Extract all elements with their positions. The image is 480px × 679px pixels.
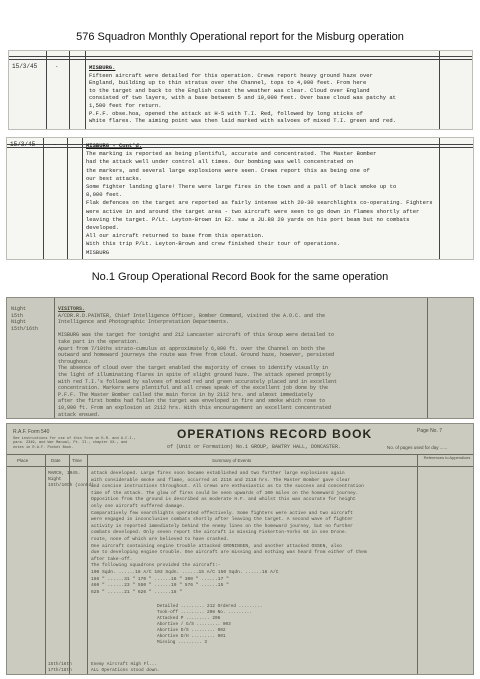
- report-line: to the target and back to the English coast the weather was clear. Cloud over England: [89, 86, 370, 94]
- record-book-title: OPERATIONS RECORD BOOK: [177, 427, 373, 441]
- table-header-bottom-rule: [7, 466, 474, 467]
- instruction-line: notes in R.A.F. Pocket Book.: [13, 445, 74, 450]
- time-column-rule: [69, 51, 70, 130]
- report-line: were active in and around the target area - two aircraft were seen to go down in flames shortly after: [86, 207, 420, 215]
- column-header-date: Date: [51, 458, 61, 463]
- record-line: Apart from 7/10ths strato-cumulus at approximately 6,000 ft. over the Channel on both the: [58, 345, 326, 352]
- squadron-report-page-2: [6, 137, 474, 260]
- column-header-place: Place: [17, 458, 29, 463]
- summary-line: 100 Sqdn. ......16 A/C 103 Sqdn. ......15 A/C 150 Sqdn. ......16 A/C: [91, 570, 279, 575]
- summary-line: The following squadrons provided the aircraft:-: [91, 563, 221, 569]
- summary-line: combats developed. Only seven report the aircraft is missing Fiskerton-Yorks 64 in one Drone.: [91, 530, 348, 536]
- summary-row: Abortive D/S ......... 002: [157, 628, 226, 633]
- report-line: England, building up to thin stratus over the Channel, tops to 4,000 feet. From here: [89, 79, 367, 87]
- summary-row: Abortive / G/S ......... 003: [157, 622, 231, 627]
- record-line: throughout.: [58, 358, 92, 365]
- reference-column-rule: [427, 298, 428, 419]
- date-entry: 17th/18th: [48, 667, 72, 673]
- entry-line: Enemy Aircraft High Fl...: [91, 662, 157, 667]
- page-number: Page No. 7: [417, 428, 443, 434]
- column-header-time: Time: [72, 458, 82, 463]
- report-line: 8,000 feet.: [86, 191, 123, 199]
- caption-middle: No.1 Group Operational Record Book for the same operation: [91, 271, 389, 283]
- date-entry: Night: [11, 319, 27, 325]
- summary-line: due to developing engine trouble. One aircraft are missing and nothing was heard from either of them: [91, 550, 367, 556]
- summary-line: Comparatively few searchlights operated effectively. Some fighters were active and two aircraft: [91, 510, 353, 516]
- header-rule: [7, 144, 474, 145]
- summary-line: Opposition from the ground is described as moderate H.F. and whilst this was accurate for height: [91, 497, 356, 503]
- summary-line: time of the attack. The glow of fires could be seen upwards of 100 miles on the homeward journey.: [91, 490, 359, 496]
- record-line: the light of illuminating flares in spite of slight ground haze. The attack opened promptly: [58, 372, 332, 378]
- summary-line: activity is reported immediately behind the enemy lines on the homeward journey, but no further: [91, 523, 353, 529]
- report-date: 15/3/45: [10, 141, 36, 148]
- summary-line: only one aircraft suffered damage.: [91, 504, 185, 509]
- summary-row: Attacked P ......... 206: [157, 616, 221, 621]
- report-line: With this trip P/Lt. Leyton-Brown and crew finished their tour of operations.: [86, 240, 341, 248]
- header-rule: [7, 147, 474, 148]
- report-line: MISBURG - Cont'd.: [86, 142, 143, 149]
- report-line: All our aircraft returned to base from this operation.: [86, 232, 265, 240]
- summary-row: Missing ......... 3: [157, 640, 208, 645]
- summary-line: route, none of which are believed to have crashed.: [91, 537, 229, 542]
- record-line: outward and homeward journeys the route was free from cloud. Ground haze, however, persisted: [58, 352, 335, 359]
- summary-column-rule: [85, 51, 86, 130]
- time-column-rule: [67, 138, 68, 260]
- record-line: take part in the operation.: [58, 339, 140, 345]
- pages-used: No. of pages used for day ......: [387, 445, 448, 450]
- report-dash: -: [53, 141, 57, 148]
- table-header-top-rule: [7, 454, 474, 455]
- summary-line: 460 " ......23 " 550 " ......19 " 576 " ......15 ": [91, 583, 229, 589]
- column-header-references: References to Appendices: [423, 455, 471, 460]
- summary-line: were engaged in inconclusive combats shortly after leaving the target. A second wave of fighter: [91, 517, 353, 523]
- reference-column-rule: [439, 138, 440, 260]
- report-line: MISBURG: [86, 248, 110, 256]
- record-line: A/CDR.R.D.PAINTER, Chief Intelligence Officer, Bomber Command, visited the A.O.C. and the: [58, 312, 326, 319]
- date-entry: 15th/16th: [11, 325, 39, 332]
- group-record-page-1: [6, 297, 474, 419]
- summary-line: 625 " ......21 " 626 " ......18 ": [91, 589, 182, 595]
- record-line: Intelligence and Photographic Interpretation Departments.: [58, 319, 230, 326]
- record-line: after the first bombs had fallen the target was enveloped in fire and smoke which rose to: [58, 398, 326, 405]
- report-line: consisted of two layers, with a base between 5 and 10,000 feet. Over base cloud was patchy at: [89, 94, 396, 102]
- summary-column-rule: [417, 454, 418, 675]
- squadron-report-page-1: [8, 50, 473, 130]
- report-line: Flak defences on the target are reported as fairly intense with 20-30 searchlights co-operating. Fighters: [86, 199, 433, 207]
- report-line: our best attacks.: [86, 174, 143, 182]
- caption-top: 576 Squadron Monthly Operational report for the Misburg operation: [76, 31, 404, 43]
- summary-row: Abortive D/H ......... 001: [157, 634, 226, 639]
- reference-column-rule: [439, 51, 440, 130]
- report-dash: -: [55, 63, 59, 70]
- summary-line: One aircraft containing engine trouble attacked GRONINGEN, and another attacked OSSEN, also: [91, 543, 342, 549]
- summary-line: with considerable smoke and flame, occurred at 2116 and 2118 hrs. The Master Bomber gave clear: [91, 477, 351, 483]
- report-line: The marking is reported as being plentiful, accurate and concentrated. The Master Bomber: [86, 150, 377, 158]
- date-column-rule: [54, 298, 55, 419]
- record-line: VISITORS.: [58, 306, 86, 312]
- record-line: 10,000 ft. From an explosion at 2112 hrs. With this encouragement an excellent concentrated: [58, 405, 332, 411]
- record-line: MISBURG was the target for tonight and 212 Lancaster aircraft of this Group were detailed to: [58, 332, 335, 339]
- instruction-line: See instructions for use of this form in K.R. and A.C.I.,: [13, 437, 136, 441]
- report-line: leaving the target. P/Lt. Leyton-Brown in E2. saw a JU.88 20 yards on his port beam but no combats: [86, 215, 410, 223]
- date-entry: 15th/16th: [48, 662, 72, 667]
- report-line: Fifteen aircraft were detailed for this operation. Crews report heavy ground haze over: [89, 71, 373, 79]
- summary-line: and concise instructions throughout. All crews are enthusiastic as to the success and concentration: [91, 484, 364, 490]
- date-entry: MARCH, 1945.: [48, 471, 81, 476]
- date-entry: Night: [11, 306, 27, 312]
- header-rule: [9, 59, 473, 60]
- summary-line: 166 " ......31 " 170 " ......16 " 300 " ......17 ": [91, 576, 229, 582]
- summary-column-rule: [82, 138, 83, 260]
- instruction-line: para. 2349, and War Manual, Pt. II., chapter XX., and: [13, 441, 128, 446]
- report-line: had the attack well under control all times. Our bombing was well concentrated on: [86, 158, 354, 166]
- report-line: 1,500 feet for return.: [89, 102, 162, 109]
- form-label: R.A.F. Form 540: [13, 429, 50, 435]
- report-line: developed.: [86, 224, 120, 231]
- record-book-subtitle: of (Unit or Formation) No.1 GROUP, BAWTRY HALL, DONCASTER.: [167, 444, 342, 450]
- summary-line: attack developed. Large fires soon became established and two further large explosions again: [91, 471, 345, 476]
- report-line: MISBURG.: [89, 64, 116, 71]
- summary-row: Detailed ......... 212 Ordered .........: [157, 604, 263, 609]
- date-column-rule: [43, 138, 44, 260]
- date-column-rule: [46, 51, 47, 130]
- report-line: white flares. The aiming point was then laid marked with salvoes of mixed T.I. green and red.: [89, 117, 396, 125]
- operations-record-book-page: [6, 423, 474, 675]
- header-rule: [9, 56, 473, 57]
- record-line: The absence of cloud over the target enabled the majority of crews to identify visually in: [58, 365, 329, 372]
- record-line: with red T.I.'s followed by salvoes of mixed red and green accurately placed and in excellent: [58, 378, 338, 385]
- place-column-rule: [45, 454, 46, 675]
- date-entry: 15th/16th (contd): [48, 482, 94, 488]
- report-date: 15/3/45: [12, 63, 38, 70]
- column-header-summary: Summary of Events: [212, 458, 252, 463]
- date-entry: 15th: [11, 312, 24, 319]
- summary-line: after take-off.: [91, 556, 133, 562]
- record-line: concentration. Markers were plentiful and all crews speak of the excellent job done by the: [58, 385, 329, 392]
- report-line: the markers, and several large explosions were seen. Crews report this as being one of: [86, 166, 370, 174]
- report-line: Some fighter landing glare! There were large fires in the town and a pall of black smoke up to: [86, 183, 397, 190]
- record-line: P.F.F. The Master Bomber called the main force in by 2112 hrs. and almost immediately: [58, 391, 314, 398]
- report-line: P.F.F. obse.hoa, opened the attack at H-5 with T.I. Red, followed by long sticks of: [89, 109, 363, 117]
- entry-line: ALL Operations stood down.: [91, 667, 160, 673]
- date-entry: Night: [48, 476, 62, 482]
- summary-row: Took-off ......... 208 No. .........: [157, 610, 252, 615]
- record-line: attack ensued.: [58, 411, 101, 418]
